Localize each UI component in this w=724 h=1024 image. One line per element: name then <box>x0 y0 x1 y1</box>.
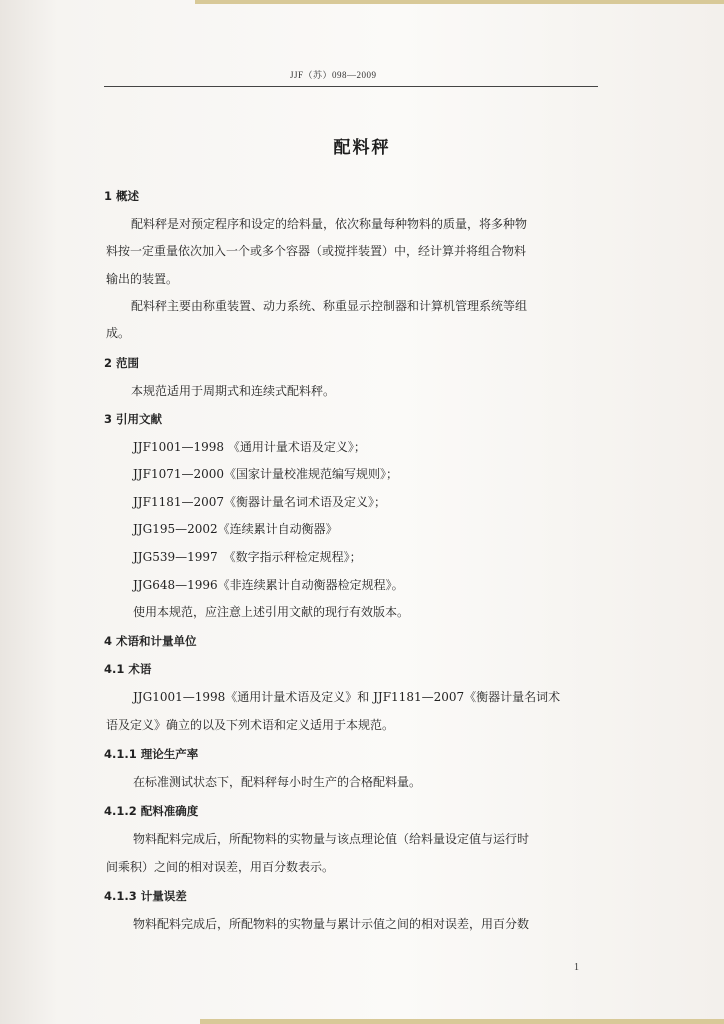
page-number: 1 <box>574 962 579 973</box>
section-3-note: 使用本规范，应注意上述引用文献的现行有效版本。 <box>133 605 410 619</box>
page-bottom-edge <box>200 1019 724 1024</box>
section-1-paragraph-2-line-1: 配料秤主要由称重装置、动力系统、称重显示控制器和计算机管理系统等组 <box>131 299 528 313</box>
section-4-1-paragraph-line-2: 语及定义》确立的以及下列术语和定义适用于本规范。 <box>106 718 395 732</box>
section-4-heading: 4 术语和计量单位 <box>104 634 197 648</box>
section-4-1-paragraph-line-1: JJG1001—1998《通用计量术语及定义》和 JJF1181—2007《衡器计量名词术 <box>133 690 561 704</box>
section-1-paragraph-1-line-3: 输出的装置。 <box>106 272 179 286</box>
reference-item: JJF1001—1998 《通用计量术语及定义》； <box>133 440 366 454</box>
section-2-heading: 2 范围 <box>104 356 140 370</box>
section-4-1-3-heading: 4.1.3 计量误差 <box>104 889 187 903</box>
page-top-edge <box>195 0 724 4</box>
section-4-1-1-paragraph: 在标准测试状态下，配料秤每小时生产的合格配料量。 <box>133 775 422 789</box>
section-2-paragraph: 本规范适用于周期式和连续式配料秤。 <box>131 384 336 398</box>
section-4-1-2-heading: 4.1.2 配料准确度 <box>104 804 199 818</box>
section-1-paragraph-1-line-1: 配料秤是对预定程序和设定的给料量，依次称量每种物料的质量，将多种物 <box>131 217 528 231</box>
reference-item: JJF1071—2000《国家计量校准规范编写规则》； <box>133 467 399 481</box>
reference-item: JJG195—2002《连续累计自动衡器》 <box>133 522 338 536</box>
section-4-1-3-paragraph-line-1: 物料配料完成后，所配物料的实物量与累计示值之间的相对误差，用百分数 <box>133 917 530 931</box>
section-4-1-2-paragraph-line-2: 间乘积）之间的相对误差，用百分数表示。 <box>106 860 335 874</box>
section-3-heading: 3 引用文献 <box>104 412 163 426</box>
section-4-1-2-paragraph-line-1: 物料配料完成后，所配物料的实物量与该点理论值（给料量设定值与运行时 <box>133 832 530 846</box>
document-title: 配料秤 <box>333 138 391 158</box>
section-1-heading: 1 概述 <box>104 189 140 203</box>
reference-item: JJF1181—2007《衡器计量名词术语及定义》； <box>133 495 387 509</box>
header-rule <box>104 86 598 87</box>
section-1-paragraph-1-line-2: 料按一定重量依次加入一个或多个容器（或搅拌装置）中，经计算并将组合物料 <box>106 244 527 258</box>
section-4-1-heading: 4.1 术语 <box>104 662 152 676</box>
section-4-1-1-heading: 4.1.1 理论生产率 <box>104 747 199 761</box>
reference-item: JJG648—1996《非连续累计自动衡器检定规程》。 <box>133 578 404 592</box>
reference-item: JJG539—1997 《数字指示秤检定规程》； <box>133 550 362 564</box>
standard-code-header: JJF（苏）098—2009 <box>290 70 377 80</box>
section-1-paragraph-2-line-2: 成。 <box>106 326 131 340</box>
